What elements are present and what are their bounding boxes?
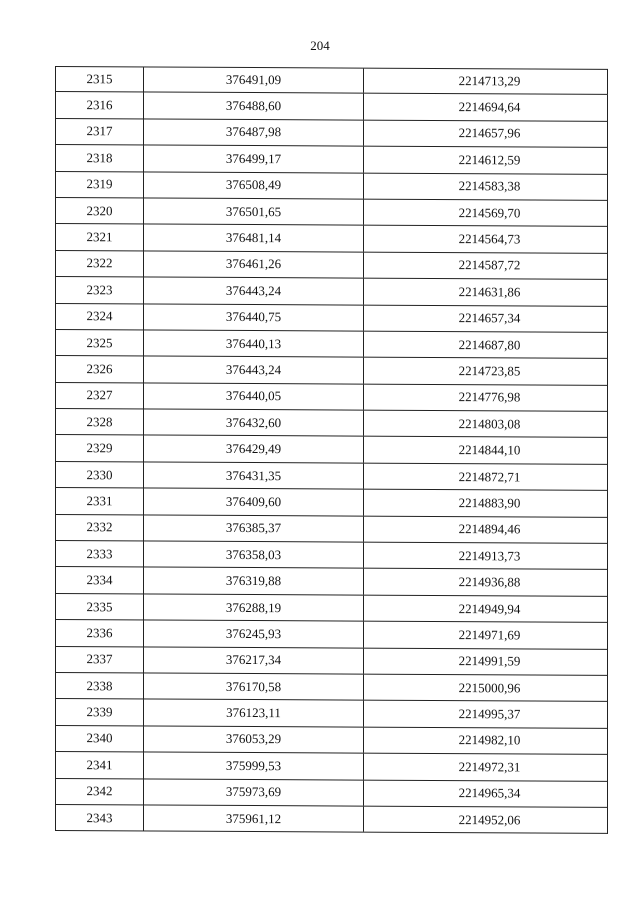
y-coordinate-cell: 2214844,10 xyxy=(458,442,521,458)
y-coordinate-cell: 2214991,59 xyxy=(458,653,521,669)
y-coordinate-cell: 2214971,69 xyxy=(458,627,521,643)
table-row xyxy=(55,779,608,808)
x-coordinate-cell: 376053,29 xyxy=(144,726,364,753)
table-row xyxy=(55,567,608,596)
table-row xyxy=(55,620,608,649)
x-coordinate-cell: 376288,19 xyxy=(144,594,364,621)
point-number-cell: 2324 xyxy=(56,304,144,330)
y-coordinate-cell: 2214883,90 xyxy=(458,495,521,511)
y-coordinate-cell: 2214972,31 xyxy=(458,758,521,775)
x-coordinate-cell: 375999,53 xyxy=(144,753,364,780)
y-coordinate-cell: 2214952,06 xyxy=(458,811,521,828)
x-coordinate-cell: 376358,03 xyxy=(144,541,364,568)
x-coordinate-cell: 376481,14 xyxy=(144,225,364,252)
x-coordinate-cell: 376499,17 xyxy=(144,146,364,173)
x-coordinate-cell: 376319,88 xyxy=(144,568,364,595)
y-coordinate-cell: 2214995,37 xyxy=(458,706,521,722)
table-row xyxy=(55,92,608,121)
point-number-cell: 2341 xyxy=(56,752,144,778)
y-coordinate-cell: 2214949,94 xyxy=(458,600,521,616)
y-coordinate-cell: 2214612,59 xyxy=(458,151,521,168)
table-row xyxy=(55,145,608,174)
y-coordinate-cell: 2214936,88 xyxy=(458,574,521,590)
y-coordinate-cell: 2214583,38 xyxy=(458,178,521,194)
point-number-cell: 2323 xyxy=(56,277,144,303)
table-row xyxy=(55,515,608,544)
coordinates-table xyxy=(55,66,608,834)
x-coordinate-cell: 376429,49 xyxy=(144,436,364,463)
x-coordinate-cell: 376385,37 xyxy=(144,515,364,542)
point-number-cell: 2330 xyxy=(56,462,144,488)
point-number-cell: 2321 xyxy=(56,224,144,250)
point-number-cell: 2328 xyxy=(56,409,144,435)
y-coordinate-cell: 2214723,85 xyxy=(458,363,521,379)
table-row xyxy=(55,805,608,834)
table-row xyxy=(55,541,608,570)
x-coordinate-cell: 376461,26 xyxy=(144,251,364,278)
point-number-cell: 2326 xyxy=(56,356,144,382)
x-coordinate-cell: 376440,13 xyxy=(144,330,364,357)
x-coordinate-cell: 376245,93 xyxy=(144,621,364,648)
point-number-cell: 2318 xyxy=(56,145,144,171)
y-coordinate-cell: 2214657,34 xyxy=(458,310,521,326)
point-number-cell: 2319 xyxy=(56,172,144,198)
point-number-cell: 2322 xyxy=(56,251,144,277)
point-number-cell: 2336 xyxy=(56,620,144,646)
point-number-cell: 2339 xyxy=(56,699,144,725)
y-coordinate-cell: 2214894,46 xyxy=(458,521,521,537)
table-row xyxy=(55,198,608,227)
x-coordinate-cell: 376409,60 xyxy=(144,489,364,516)
x-coordinate-cell: 376487,98 xyxy=(144,119,364,146)
table-row xyxy=(55,251,608,280)
y-coordinate-cell: 2214776,98 xyxy=(458,389,521,405)
point-number-cell: 2338 xyxy=(56,673,144,699)
y-coordinate-cell: 2214657,96 xyxy=(458,125,521,141)
point-number-cell: 2337 xyxy=(56,647,144,673)
x-coordinate-cell: 376443,24 xyxy=(144,357,364,384)
x-coordinate-cell: 376440,75 xyxy=(144,304,364,331)
table-row xyxy=(55,172,608,201)
point-number-cell: 2315 xyxy=(56,67,144,92)
point-number-cell: 2325 xyxy=(56,330,144,356)
x-coordinate-cell: 375973,69 xyxy=(144,779,364,806)
table-row xyxy=(55,356,608,385)
point-number-cell: 2335 xyxy=(56,594,144,620)
table-row xyxy=(55,119,608,148)
x-coordinate-cell: 376431,35 xyxy=(144,462,364,489)
x-coordinate-cell: 376508,49 xyxy=(144,172,364,199)
point-number-cell: 2343 xyxy=(56,805,144,831)
table-row xyxy=(55,277,608,306)
table-row xyxy=(55,673,608,702)
table-row xyxy=(55,462,608,491)
table-row xyxy=(55,726,608,755)
point-number-cell: 2327 xyxy=(56,383,144,409)
point-number-cell: 2332 xyxy=(56,515,144,541)
point-number-cell: 2316 xyxy=(56,92,144,118)
table-row xyxy=(55,409,608,438)
x-coordinate-cell: 376501,65 xyxy=(144,198,364,225)
y-coordinate-cell: 2214569,70 xyxy=(458,204,521,221)
y-coordinate-cell: 2214564,73 xyxy=(458,231,521,247)
table-row xyxy=(55,594,608,623)
x-coordinate-cell: 376443,24 xyxy=(144,278,364,305)
y-coordinate-cell: 2215000,96 xyxy=(458,679,521,696)
table-row xyxy=(55,66,608,95)
table-row xyxy=(55,330,608,359)
x-coordinate-cell: 376440,05 xyxy=(144,383,364,410)
y-coordinate-cell: 2214587,72 xyxy=(458,257,521,273)
table-row xyxy=(55,224,608,253)
point-number-cell: 2334 xyxy=(56,567,144,593)
x-coordinate-cell: 376488,60 xyxy=(144,93,364,120)
page-number: 204 xyxy=(310,38,330,53)
x-coordinate-cell: 376217,34 xyxy=(144,647,364,674)
point-number-cell: 2320 xyxy=(56,198,144,224)
y-coordinate-cell: 2214631,86 xyxy=(458,283,521,300)
table-row xyxy=(55,304,608,333)
table-row xyxy=(55,488,608,517)
y-coordinate-cell: 2214965,34 xyxy=(458,785,521,801)
table-row xyxy=(55,699,608,728)
y-coordinate-cell: 2214713,29 xyxy=(458,73,521,89)
x-coordinate-cell: 375961,12 xyxy=(144,805,364,832)
x-coordinate-cell: 376432,60 xyxy=(144,410,364,437)
x-coordinate-cell: 376123,11 xyxy=(144,700,364,727)
table-row xyxy=(55,383,608,412)
table-row xyxy=(55,647,608,676)
y-coordinate-cell: 2214687,80 xyxy=(458,336,521,353)
y-coordinate-cell: 2214803,08 xyxy=(458,415,521,432)
point-number-cell: 2340 xyxy=(56,726,144,752)
y-coordinate-cell: 2214913,73 xyxy=(458,547,521,564)
x-coordinate-cell: 376170,58 xyxy=(144,673,364,700)
y-coordinate-cell: 2214982,10 xyxy=(458,732,521,748)
point-number-cell: 2331 xyxy=(56,488,144,514)
point-number-cell: 2333 xyxy=(56,541,144,567)
table-row xyxy=(55,435,608,464)
point-number-cell: 2317 xyxy=(56,119,144,145)
y-coordinate-cell: 2214872,71 xyxy=(458,468,521,484)
point-number-cell: 2342 xyxy=(56,779,144,805)
table-row xyxy=(55,752,608,781)
point-number-cell: 2329 xyxy=(56,435,144,461)
x-coordinate-cell: 376491,09 xyxy=(144,67,364,93)
y-coordinate-cell: 2214694,64 xyxy=(458,99,521,115)
